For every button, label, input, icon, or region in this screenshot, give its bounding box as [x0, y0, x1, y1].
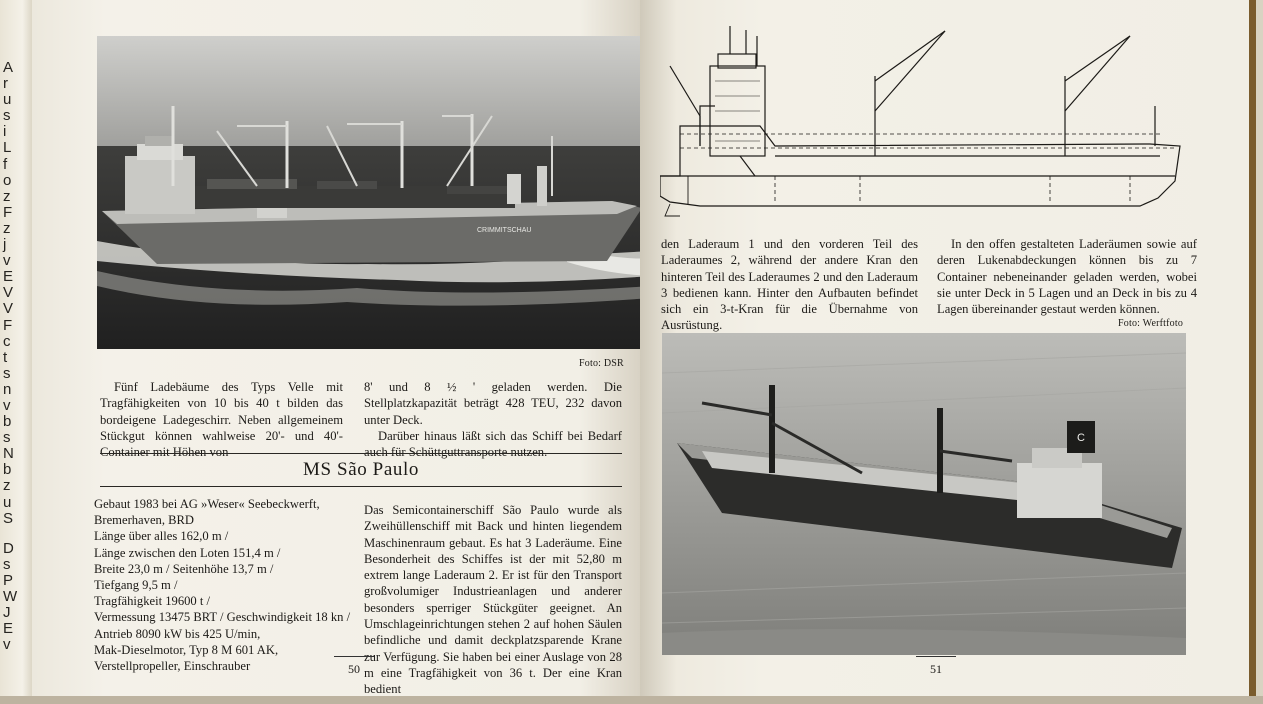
edge-letter: s — [3, 429, 11, 447]
adjacent-page-letters — [3, 60, 29, 653]
description-paragraph: Das Semicontainerschiff São Paulo wurde als Zweihüllenschiff mit Back und hinten liegendem Maschinenraum gebaut. Es hat 3 Laderäume. Eine Besonderheit des Schiffes ist der mit 52,80 m extrem lange Laderaum 2. Er ist für den Transport großvolumiger Industrieanlagen und anderer besonders sperriger Stückgüter geeignet. An Umschlageinrichtungen stehen 2 auf hohen Säulen befindliche und damit deckplatzsparende Krane zur Verfügung. Sie haben bei einer Auslage von 28 m eine Tragfähigkeit von 36 t. Der eine Kran bedient — [364, 503, 622, 697]
edge-letter: v — [3, 252, 11, 270]
right-page — [640, 0, 1256, 704]
page-number-text-right: 51 — [930, 662, 942, 676]
edge-letter: s — [3, 555, 11, 573]
photo-credit-right: Foto: Werftfoto — [1118, 318, 1184, 329]
spec-line: Mak-Dieselmotor, Typ 8 M 601 AK, — [94, 642, 279, 657]
ship-description — [364, 502, 622, 698]
intro-column-2 — [364, 379, 622, 460]
left-page — [32, 0, 640, 704]
edge-letter: L — [3, 139, 12, 157]
spec-line: Länge zwischen den Loten 151,4 m / — [94, 545, 281, 560]
ship-specifications — [94, 496, 350, 674]
spec-line: Länge über alles 162,0 m / — [94, 529, 229, 544]
edge-letter: s — [3, 107, 11, 125]
section-rule-bottom — [100, 486, 622, 487]
continued-paragraph: den Laderaum 1 und den vorderen Teil des Laderaumes 2, während der andere Kran den hinteren Teil des Laderaumes 2 und den Laderaum 3 bedienen kann. Hinter den Aufbauten befindet sich ein 3-t-Kran für die Übernahme von Ausrüstung. — [661, 237, 918, 333]
book-bottom-edge — [0, 696, 1263, 704]
page-number-bar — [334, 656, 374, 657]
edge-letter: J — [3, 604, 11, 622]
section-title: MS São Paulo — [303, 459, 419, 480]
funnel-logo: C — [1077, 432, 1085, 444]
edge-letter: b — [3, 413, 12, 431]
edge-letter: j — [3, 236, 7, 254]
semicontainer-ship-photo — [662, 333, 1186, 655]
edge-letter: z — [3, 477, 11, 495]
edge-letter: E — [3, 268, 14, 286]
page-number-bar-right — [916, 656, 956, 657]
edge-letter: i — [3, 123, 7, 141]
edge-letter: v — [3, 636, 11, 654]
edge-letter: S — [3, 509, 14, 527]
continued-column-2 — [937, 236, 1197, 317]
page-number-left — [324, 656, 384, 677]
section-rule-top — [100, 453, 622, 454]
edge-letter: V — [3, 284, 14, 302]
edge-letter: W — [3, 588, 18, 605]
edge-letter: N — [3, 445, 14, 463]
semicontainer-ship-illustration — [662, 333, 1186, 655]
ship-profile-illustration — [660, 26, 1200, 224]
intro-column-1 — [100, 379, 343, 460]
edge-letter: u — [3, 91, 12, 109]
page-number-right — [906, 656, 966, 677]
hold-paragraph: In den offen gestalteten Laderäumen sowie auf deren Lukenabdeckungen können bis zu 7 Container nebeneinander geladen werden, wobei sie unter Deck in 5 Lagen und an Deck in bis zu 4 Lagen übereinander gestaut werden können. — [937, 237, 1197, 317]
cargo-ship-photo — [97, 36, 651, 349]
edge-letter: F — [3, 316, 13, 334]
edge-letter: c — [3, 332, 11, 350]
edge-letter: z — [3, 187, 11, 205]
intro-paragraph: Fünf Ladebäume des Typs Velle mit Tragfähigkeiten von 10 bis 40 t bilden das bordeigene Ladegeschirr. Neben allgemeinem Stückgut können wahlweise 20'- und 40'-Container mit Höhen von — [100, 380, 343, 460]
edge-letter: t — [3, 348, 8, 366]
edge-letter: n — [3, 380, 12, 398]
photo-credit: Foto: DSR — [579, 358, 624, 369]
continued-column-1 — [661, 236, 918, 334]
spec-line: Antrieb 8090 kW bis 425 U/min, — [94, 626, 261, 641]
cargo-ship-illustration — [97, 36, 651, 349]
edge-letter: f — [3, 155, 8, 173]
edge-letter: s — [3, 364, 11, 382]
edge-letter: b — [3, 461, 12, 479]
spec-line: Tragfähigkeit 19600 t / — [94, 594, 211, 609]
edge-letter: V — [3, 300, 14, 318]
ship-profile-drawing — [660, 26, 1200, 224]
spec-line: Tiefgang 9,5 m / — [94, 578, 178, 593]
edge-letter: z — [3, 219, 11, 237]
adjacent-page-edge — [0, 0, 32, 704]
spec-line: Verstellpropeller, Einschrauber — [94, 659, 251, 674]
intro-paragraph-cont: 8' und 8 ½ ' geladen werden. Die Stellplatzkapazität beträgt 428 TEU, 232 davon unter Deck. — [364, 380, 622, 427]
hull-name-text: CRIMMITSCHAU — [477, 227, 532, 234]
edge-letter: P — [3, 571, 14, 589]
spec-line: Vermessung 13475 BRT / Geschwindigkeit 18 kn / — [94, 610, 351, 625]
edge-letter: u — [3, 493, 12, 511]
edge-letter: r — [3, 75, 8, 93]
edge-letter: F — [3, 203, 13, 221]
intro-paragraph-2: Darüber hinaus läßt sich das Schiff bei Bedarf auch für Schüttguttransporte nutzen. — [364, 428, 622, 460]
edge-letter: A — [3, 59, 14, 76]
edge-letter: D — [3, 539, 14, 557]
edge-gap — [3, 527, 29, 541]
spec-line: Bremerhaven, BRD — [94, 513, 195, 528]
spec-line: Breite 23,0 m / Seitenhöhe 13,7 m / — [94, 561, 274, 576]
spec-line: Gebaut 1983 bei AG »Weser« Seebeckwerft, — [94, 497, 320, 511]
edge-letter: o — [3, 171, 12, 189]
page-number-text: 50 — [348, 662, 360, 676]
edge-letter: v — [3, 396, 11, 414]
edge-letter: E — [3, 620, 14, 638]
book-cover-edge — [1249, 0, 1256, 704]
